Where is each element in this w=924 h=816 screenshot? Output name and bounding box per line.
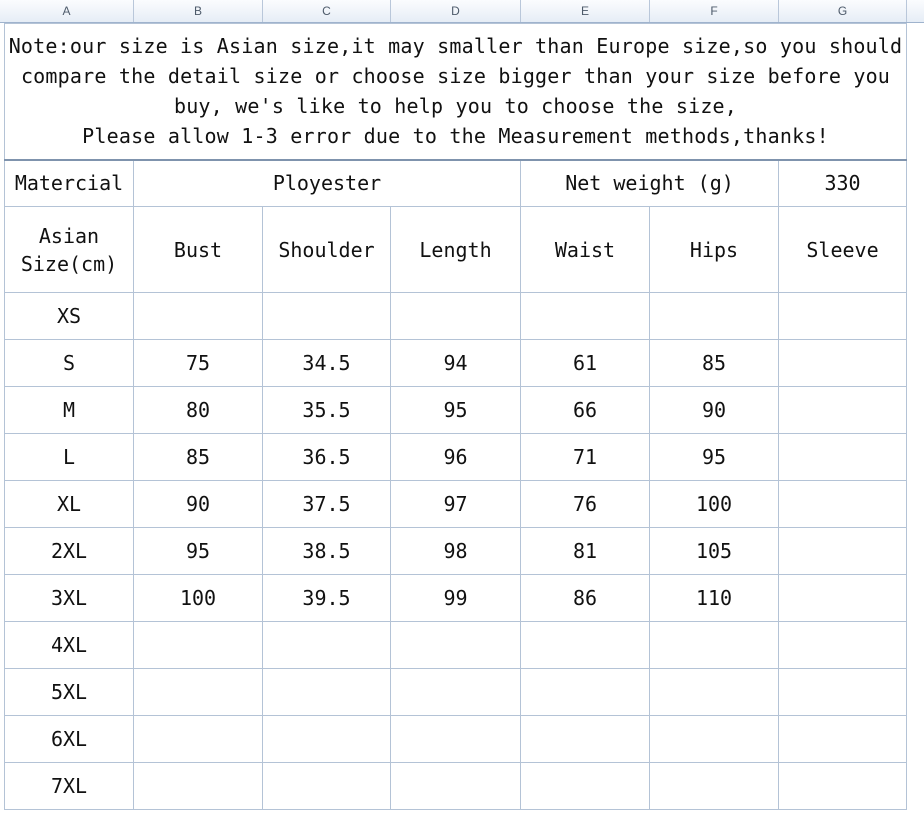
sleeve-cell[interactable] — [779, 481, 907, 528]
header-length[interactable]: Length — [391, 207, 521, 293]
size-cell[interactable]: M — [5, 387, 134, 434]
size-rows — [5, 293, 907, 810]
hips-cell[interactable] — [650, 622, 779, 669]
waist-cell[interactable]: 86 — [521, 575, 650, 622]
length-cell[interactable] — [391, 622, 521, 669]
header-shoulder[interactable]: Shoulder — [263, 207, 391, 293]
shoulder-cell[interactable]: 37.5 — [263, 481, 391, 528]
column-header-c[interactable]: C — [263, 0, 391, 22]
column-header-b[interactable]: B — [134, 0, 263, 22]
hips-cell[interactable] — [650, 716, 779, 763]
sleeve-cell[interactable] — [779, 293, 907, 340]
table-row — [5, 528, 907, 575]
table-row — [5, 763, 907, 810]
shoulder-cell[interactable] — [263, 716, 391, 763]
column-header-bar — [0, 0, 924, 23]
length-cell[interactable] — [391, 293, 521, 340]
size-cell[interactable]: 2XL — [5, 528, 134, 575]
length-cell[interactable] — [391, 763, 521, 810]
waist-cell[interactable] — [521, 622, 650, 669]
table-row — [5, 340, 907, 387]
net-weight-label-cell[interactable]: Net weight (g) — [521, 160, 779, 207]
waist-cell[interactable] — [521, 293, 650, 340]
sleeve-cell[interactable] — [779, 434, 907, 481]
net-weight-value-cell[interactable]: 330 — [779, 160, 907, 207]
column-header-d[interactable]: D — [391, 0, 521, 22]
size-cell[interactable]: 7XL — [5, 763, 134, 810]
bust-cell[interactable]: 95 — [134, 528, 263, 575]
size-cell[interactable]: 6XL — [5, 716, 134, 763]
shoulder-cell[interactable]: 39.5 — [263, 575, 391, 622]
header-waist[interactable]: Waist — [521, 207, 650, 293]
column-header-e[interactable]: E — [521, 0, 650, 22]
length-cell[interactable]: 97 — [391, 481, 521, 528]
table-row — [5, 669, 907, 716]
asian-size-label-line2: Size(cm) — [20, 251, 118, 276]
hips-cell[interactable]: 100 — [650, 481, 779, 528]
bust-cell[interactable]: 80 — [134, 387, 263, 434]
waist-cell[interactable]: 66 — [521, 387, 650, 434]
shoulder-cell[interactable]: 36.5 — [263, 434, 391, 481]
hips-cell[interactable]: 95 — [650, 434, 779, 481]
sleeve-cell[interactable] — [779, 340, 907, 387]
sleeve-cell[interactable] — [779, 669, 907, 716]
waist-cell[interactable] — [521, 716, 650, 763]
shoulder-cell[interactable] — [263, 763, 391, 810]
size-cell[interactable]: XL — [5, 481, 134, 528]
material-label-cell[interactable]: Matercial — [5, 160, 134, 207]
table-row — [5, 622, 907, 669]
shoulder-cell[interactable] — [263, 669, 391, 716]
waist-cell[interactable]: 76 — [521, 481, 650, 528]
bust-cell[interactable] — [134, 763, 263, 810]
sleeve-cell[interactable] — [779, 575, 907, 622]
length-cell[interactable]: 95 — [391, 387, 521, 434]
waist-cell[interactable]: 81 — [521, 528, 650, 575]
waist-cell[interactable] — [521, 669, 650, 716]
bust-cell[interactable]: 90 — [134, 481, 263, 528]
waist-cell[interactable]: 61 — [521, 340, 650, 387]
shoulder-cell[interactable]: 38.5 — [263, 528, 391, 575]
note-line-2: compare the detail size or choose size bigger than your size before you — [20, 64, 891, 89]
waist-cell[interactable] — [521, 763, 650, 810]
table-row — [5, 575, 907, 622]
hips-cell[interactable] — [650, 763, 779, 810]
hips-cell[interactable]: 90 — [650, 387, 779, 434]
note-line-1: Note:our size is Asian size,it may smaller than Europe size,so you should — [8, 34, 903, 59]
bust-cell[interactable] — [134, 293, 263, 340]
length-cell[interactable]: 94 — [391, 340, 521, 387]
shoulder-cell[interactable] — [263, 293, 391, 340]
note-line-4: Please allow 1-3 error due to the Measurement methods,thanks! — [82, 124, 829, 149]
header-sleeve[interactable]: Sleeve — [779, 207, 907, 293]
size-chart-table — [4, 23, 907, 810]
bust-cell[interactable] — [134, 669, 263, 716]
note-line-3: buy, we's like to help you to choose the size, — [173, 94, 738, 119]
table-row — [5, 387, 907, 434]
header-hips[interactable]: Hips — [650, 207, 779, 293]
length-cell[interactable] — [391, 669, 521, 716]
sleeve-cell[interactable] — [779, 763, 907, 810]
size-cell[interactable]: S — [5, 340, 134, 387]
bust-cell[interactable]: 85 — [134, 434, 263, 481]
shoulder-cell[interactable] — [263, 622, 391, 669]
shoulder-cell[interactable]: 34.5 — [263, 340, 391, 387]
size-cell[interactable]: XS — [5, 293, 134, 340]
material-value-cell[interactable]: Ployester — [134, 160, 521, 207]
hips-cell[interactable] — [650, 293, 779, 340]
asian-size-header-cell[interactable] — [5, 207, 134, 293]
size-cell[interactable]: 5XL — [5, 669, 134, 716]
hips-cell[interactable]: 85 — [650, 340, 779, 387]
hips-cell[interactable]: 105 — [650, 528, 779, 575]
size-cell[interactable]: L — [5, 434, 134, 481]
table-row — [5, 716, 907, 763]
table-row — [5, 434, 907, 481]
length-cell[interactable]: 96 — [391, 434, 521, 481]
bust-cell[interactable] — [134, 716, 263, 763]
sleeve-cell[interactable] — [779, 528, 907, 575]
header-bust[interactable]: Bust — [134, 207, 263, 293]
size-cell[interactable]: 4XL — [5, 622, 134, 669]
bust-cell[interactable]: 100 — [134, 575, 263, 622]
table-row — [5, 293, 907, 340]
column-header-a[interactable]: A — [0, 0, 134, 22]
shoulder-cell[interactable]: 35.5 — [263, 387, 391, 434]
column-header-g[interactable]: G — [779, 0, 907, 22]
sleeve-cell[interactable] — [779, 622, 907, 669]
hips-cell[interactable]: 110 — [650, 575, 779, 622]
length-cell[interactable]: 99 — [391, 575, 521, 622]
hips-cell[interactable] — [650, 669, 779, 716]
size-cell[interactable]: 3XL — [5, 575, 134, 622]
sleeve-cell[interactable] — [779, 716, 907, 763]
bust-cell[interactable]: 75 — [134, 340, 263, 387]
length-cell[interactable]: 98 — [391, 528, 521, 575]
asian-size-label-line1: Asian — [38, 223, 100, 248]
column-header-f[interactable]: F — [650, 0, 779, 22]
bust-cell[interactable] — [134, 622, 263, 669]
waist-cell[interactable]: 71 — [521, 434, 650, 481]
length-cell[interactable] — [391, 716, 521, 763]
sleeve-cell[interactable] — [779, 387, 907, 434]
table-row — [5, 481, 907, 528]
size-note-cell[interactable] — [5, 24, 907, 160]
